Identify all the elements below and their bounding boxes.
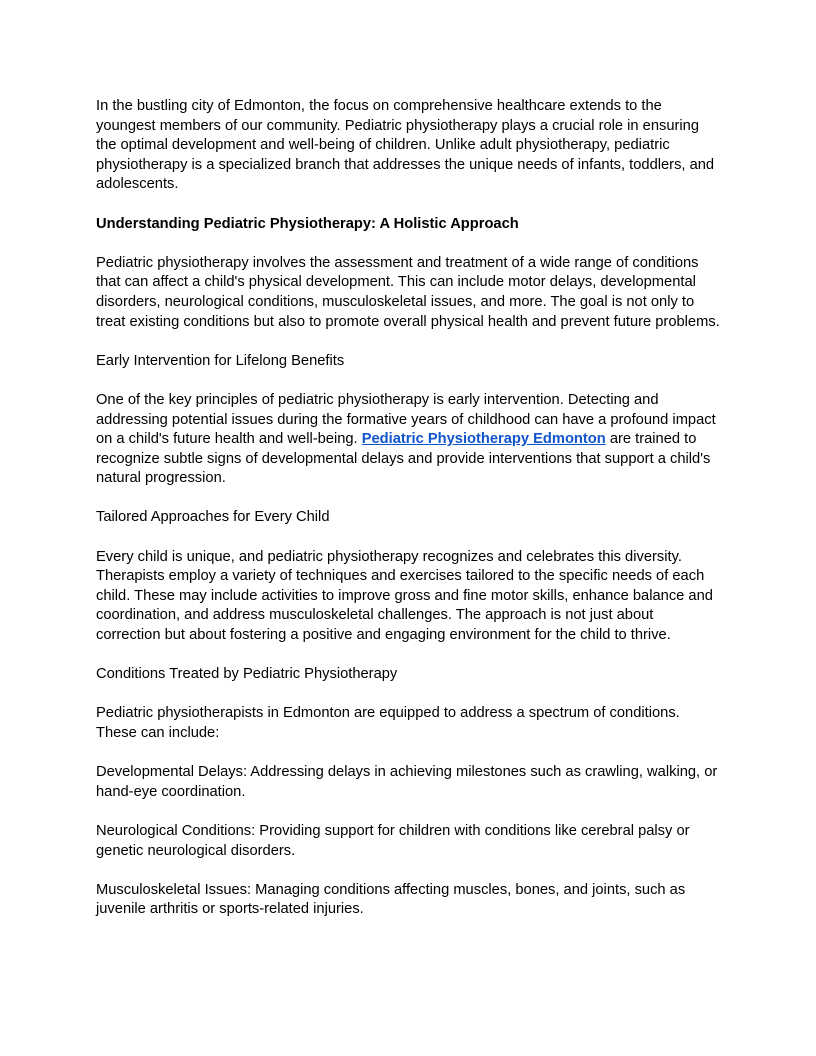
paragraph-condition-neurological: Neurological Conditions: Providing support for children with conditions like cerebral palsy or genetic neurological disorders. — [96, 822, 690, 859]
early-intervention-text-before: One of the key principles of pediatric physiotherapy is early intervention. Detecting and addressing potential issues during the formative years of childhood can have a profound impact on a child's future health and well-being. — [96, 391, 716, 448]
paragraph-conditions-intro: Pediatric physiotherapists in Edmonton are equipped to address a spectrum of conditions. These can include: — [96, 705, 680, 741]
subheading-conditions-treated: Conditions Treated by Pediatric Physiotherapy — [96, 666, 398, 683]
early-intervention-text-after: are trained to recognize subtle signs of developmental delays and provide interventions that support a child's natural progression. — [96, 431, 711, 487]
paragraph-condition-developmental-delays: Developmental Delays: Addressing delays in achieving milestones such as crawling, walking, or hand-eye coordination. — [96, 764, 718, 800]
paragraph-overview: Pediatric physiotherapy involves the assessment and treatment of a wide range of conditions that can affect a child's physical development. This can include motor delays, developmental disorders, neurological conditions, musculoskeletal issues, and more. The goal is not only to treat existing conditions but also to promote overall physical health and prevent future problems. — [96, 254, 720, 330]
pediatric-physiotherapy-edmonton-link[interactable]: Pediatric Physiotherapy Edmonton — [361, 431, 606, 448]
paragraph-condition-musculoskeletal: Musculoskeletal Issues: Managing conditions affecting muscles, bones, and joints, such as juvenile arthritis or sports-related injuries. — [96, 881, 686, 918]
heading-holistic-approach: Understanding Pediatric Physiotherapy: A Holistic Approach — [96, 215, 519, 232]
paragraph-intro: In the bustling city of Edmonton, the focus on comprehensive healthcare extends to the youngest members of our community. Pediatric physiotherapy plays a crucial role in ensuring the optimal development and well-being of children. Unlike adult physiotherapy, pediatric physiotherapy is a specialized branch that addresses the unique needs of infants, toddlers, and adolescents. — [96, 98, 715, 193]
subheading-tailored-approaches: Tailored Approaches for Every Child — [96, 509, 330, 526]
subheading-early-intervention: Early Intervention for Lifelong Benefits — [96, 352, 345, 369]
paragraph-early-intervention — [96, 391, 720, 489]
paragraph-tailored-approaches: Every child is unique, and pediatric physiotherapy recognizes and celebrates this diversity. Therapists employ a variety of techniques and exercises tailored to the specific needs of each child. These may include activities to improve gross and fine motor skills, enhance balance and coordination, and address musculoskeletal challenges. The approach is not just about correction but about fostering a positive and engaging environment for the child to thrive. — [96, 548, 713, 644]
